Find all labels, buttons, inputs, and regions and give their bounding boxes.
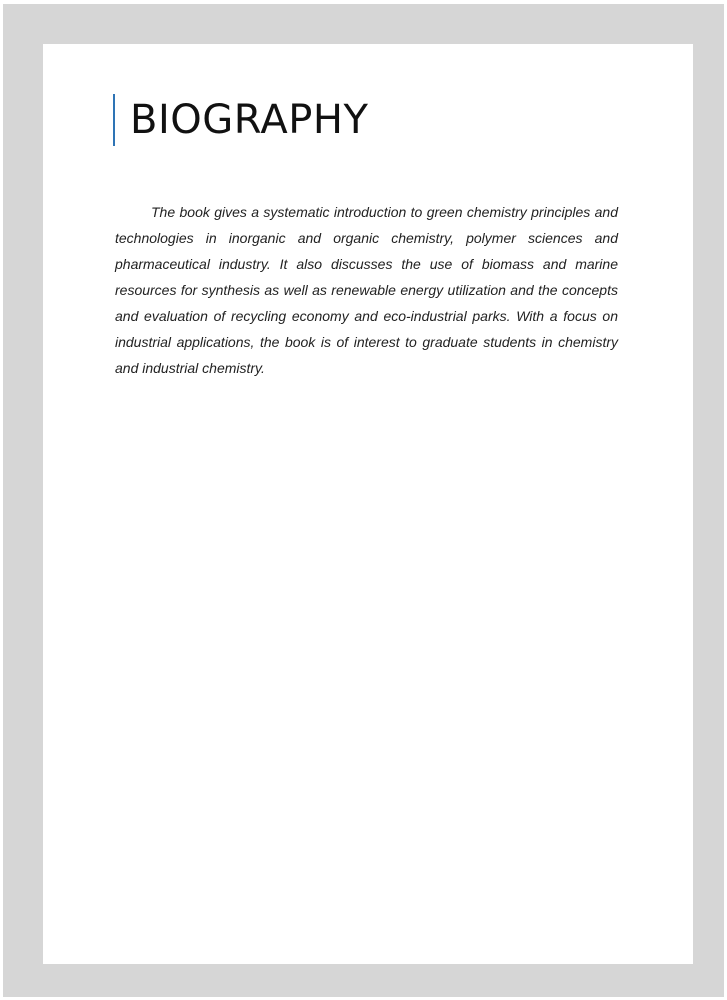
- page-title: BIOGRAPHY: [130, 97, 369, 143]
- biography-paragraph: The book gives a systematic introduction to green chemistry principles and technologies in inorganic and organic chemistry, polymer sciences and pharmaceutical industry. It also discusses the use of biomass and marine resources for synthesis as well as renewable energy utilization and the concepts and evaluation of recycling economy and eco-industrial parks. With a focus on industrial applications, the book is of interest to graduate students in chemistry and industrial chemistry.: [115, 204, 618, 376]
- title-accent-bar: [113, 94, 115, 146]
- section-header: [113, 94, 368, 146]
- document-page: [43, 44, 693, 964]
- page-frame: [3, 4, 724, 997]
